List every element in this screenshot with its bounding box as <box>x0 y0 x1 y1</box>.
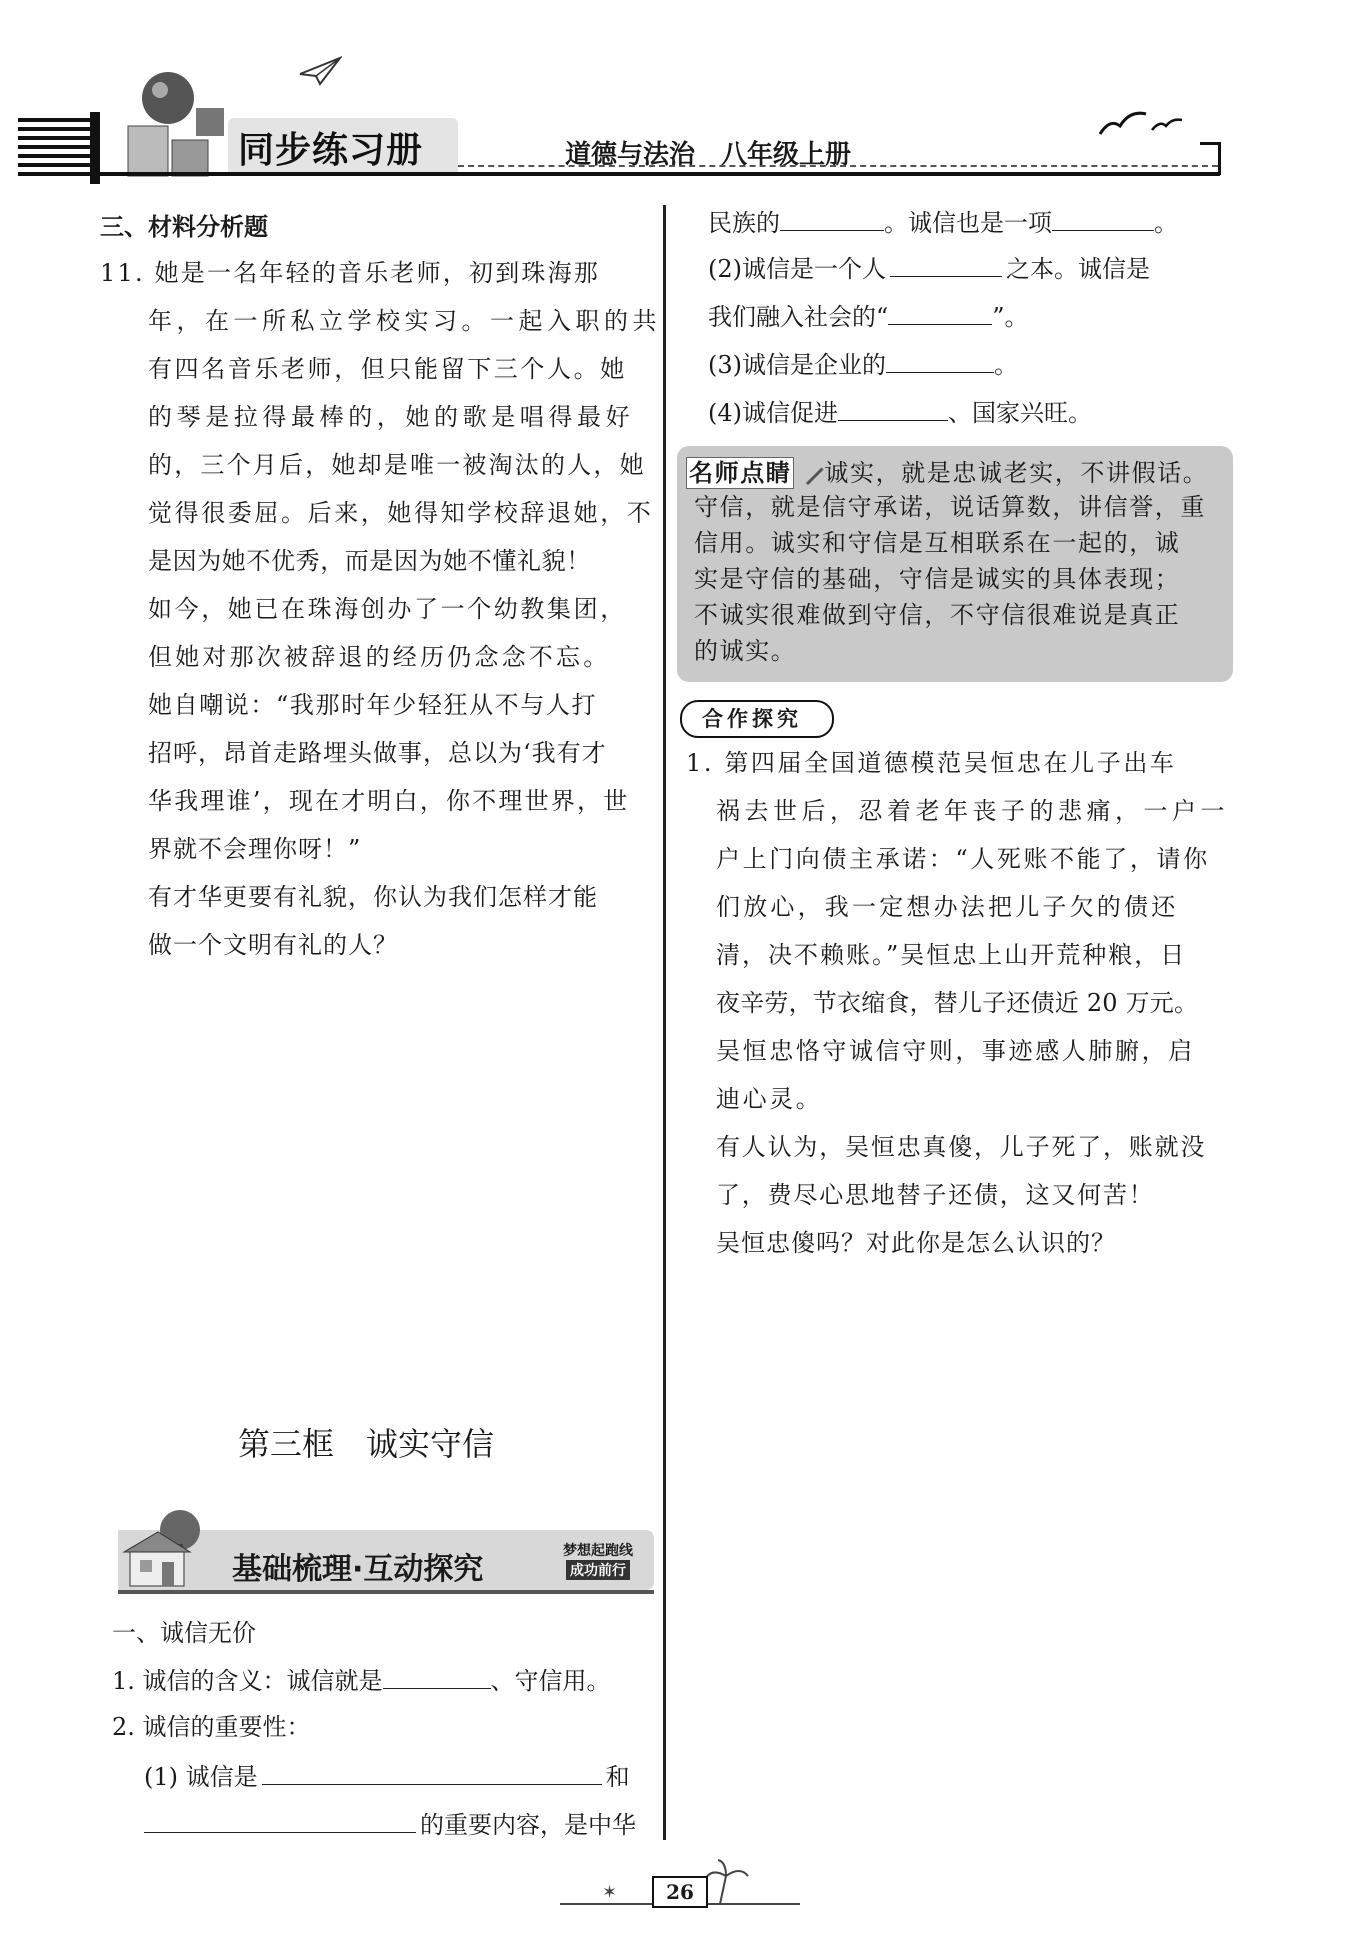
blank-honesty-meaning[interactable] <box>383 1664 491 1689</box>
item-1-text-a: 1. 诚信的含义：诚信就是 <box>112 1667 383 1695</box>
q11-line-2: 年，在一所私立学校实习。一起入职的共 <box>148 307 661 335</box>
tip-line-3: 信用。诚实和守信是互相联系在一起的，诚 <box>694 529 1181 557</box>
blank-personal-foundation[interactable] <box>890 252 1002 277</box>
banner-underline <box>118 1590 654 1594</box>
blank-virtue[interactable] <box>780 206 884 231</box>
item-2-1-text-c: 的重要内容，是中华 <box>420 1811 636 1839</box>
pen-icon <box>791 452 824 485</box>
q1-line-10: 了，费尽心思地替子还债，这又何苦！ <box>716 1181 1155 1209</box>
q11-line-15: 做一个文明有礼的人？ <box>148 931 398 959</box>
q1-line-2: 祸去世后，忍着老年丧子的悲痛，一户一 <box>716 797 1229 825</box>
q11-line-3: 有四名音乐老师，但只能留下三个人。她 <box>148 355 627 383</box>
item-1 <box>112 1664 611 1696</box>
right-line-3-a: 我们融入社会的“ <box>708 303 889 331</box>
q11-line-13: 界就不会理你呀！” <box>148 835 362 863</box>
blank-morality[interactable] <box>262 1760 602 1785</box>
svg-text:✶: ✶ <box>602 1882 618 1903</box>
house-tree-icon <box>118 1508 208 1590</box>
item-2-1-text-a: (1) 诚信是 <box>144 1763 258 1791</box>
header-rule <box>100 172 1220 176</box>
q1-line-6: 夜辛劳，节衣缩食，替儿子还债近 20 万元。 <box>716 989 1199 1017</box>
q11-line-7: 是因为她不优秀，而是因为她不懂礼貌！ <box>148 547 591 575</box>
globe-books-illustration <box>118 60 238 180</box>
item-2-1 <box>144 1760 630 1792</box>
q11-line-10: 她自嘲说：“我那时年少轻狂从不与人打 <box>148 691 598 719</box>
column-divider <box>663 205 666 1840</box>
tip-line-2: 守信，就是信守承诺，说话算数，讲信誉，重 <box>694 493 1206 521</box>
subject-grade: 道德与法治 八年级上册 <box>565 140 852 170</box>
header-dashed-line <box>458 165 1218 167</box>
header-end-bracket <box>1200 142 1221 175</box>
right-line-2-b: 之本。诚信是 <box>1006 255 1150 283</box>
blank-traditional-virtue[interactable] <box>144 1808 416 1833</box>
q1-line-11: 吴恒忠傻吗？对此你是怎么认识的？ <box>716 1229 1116 1257</box>
q11-line-8: 如今，她已在珠海创办了一个幼教集团， <box>148 595 627 623</box>
right-line-4-a: (3)诚信是企业的 <box>708 351 886 379</box>
right-line-4-b: 。 <box>994 351 1018 379</box>
banner-title: 基础梳理·互动探究 <box>232 1552 484 1587</box>
q11-line-4: 的琴是拉得最棒的，她的歌是唱得最好 <box>148 403 635 431</box>
blank-passport[interactable] <box>888 300 992 325</box>
right-line-1-a: 民族的 <box>708 209 780 237</box>
page-number: 26 <box>652 1876 708 1908</box>
tip-line-5: 不诚实很难做到守信，不守信很难说是真正 <box>694 601 1181 629</box>
blank-enterprise[interactable] <box>886 348 994 373</box>
banner-tag-success: 成功前行 <box>566 1560 630 1580</box>
q1-line-8: 迪心灵。 <box>716 1085 823 1113</box>
tip-label: 名师点睛 <box>686 457 794 489</box>
q11-line-9: 但她对那次被辞退的经历仍念念不忘。 <box>148 643 611 671</box>
paper-plane-icon <box>298 56 342 86</box>
lesson-title: 第三框 诚实守信 <box>238 1425 495 1463</box>
right-line-5-b: 、国家兴旺。 <box>948 399 1092 427</box>
q11-line-5: 的，三个月后，她却是唯一被淘汰的人，她 <box>148 451 646 479</box>
part-1-title: 一、诚信无价 <box>112 1619 256 1647</box>
book-title: 同步练习册 <box>238 130 424 171</box>
q1-line-7: 吴恒忠恪守诚信守则，事迹感人肺腑，启 <box>716 1037 1195 1065</box>
tip-line-1 <box>686 456 1208 489</box>
right-line-5 <box>708 396 1092 428</box>
item-2-1-cont <box>144 1808 636 1840</box>
tip-text-1: 诚实，就是忠诚老实，不讲假话。 <box>824 459 1209 487</box>
q11-line-14: 有才华更要有礼貌，你认为我们怎样才能 <box>148 883 598 911</box>
banner-tag-dream: 梦想起跑线 <box>563 1543 633 1559</box>
blank-item[interactable] <box>1052 206 1154 231</box>
q11-line-1: 11. 她是一名年轻的音乐老师，初到珠海那 <box>100 259 600 287</box>
header-bar <box>90 112 100 184</box>
cooperative-inquiry-badge <box>680 700 834 738</box>
item-2-1-text-b: 和 <box>605 1763 630 1791</box>
right-line-1 <box>708 206 1178 238</box>
right-line-1-b: 。诚信也是一项 <box>884 209 1052 237</box>
right-line-3-b: ”。 <box>992 303 1029 331</box>
q11-line-6: 觉得很委屈。后来，她得知学校辞退她，不 <box>148 499 654 527</box>
right-line-4 <box>708 348 1018 380</box>
q11-line-12: 华我理谁’，现在才明白，你不理世界，世 <box>148 787 630 815</box>
section-3-title: 三、材料分析题 <box>100 213 268 241</box>
tip-line-4: 实是守信的基础，守信是诚实的具体表现； <box>694 565 1181 593</box>
blank-social[interactable] <box>838 396 948 421</box>
right-line-3 <box>708 300 1029 332</box>
right-line-2 <box>708 252 1150 284</box>
right-line-5-a: (4)诚信促进 <box>708 399 838 427</box>
q1-line-4: 们放心，我一定想办法把儿子欠的债还 <box>716 893 1179 921</box>
q1-line-1: 1. 第四届全国道德模范吴恒忠在儿子出车 <box>686 749 1177 777</box>
q1-line-9: 有人认为，吴恒忠真傻，儿子死了，账就没 <box>716 1133 1207 1161</box>
coop-label: 合作探究 <box>702 707 802 731</box>
right-line-2-a: (2)诚信是一个人 <box>708 255 886 283</box>
header-stripes <box>18 118 98 180</box>
q1-line-3: 户上门向债主承诺：“人死账不能了，请你 <box>716 845 1210 873</box>
birds-icon <box>1090 100 1200 150</box>
tip-line-6: 的诚实。 <box>694 637 797 665</box>
item-2: 2. 诚信的重要性： <box>112 1713 311 1741</box>
item-1-text-b: 、守信用。 <box>490 1667 611 1695</box>
q11-line-11: 招呼，昂首走路埋头做事，总以为‘我有才 <box>148 739 607 767</box>
right-line-1-c: 。 <box>1154 209 1178 237</box>
q1-line-5: 清，决不赖账。”吴恒忠上山开荒种粮，日 <box>716 941 1187 969</box>
